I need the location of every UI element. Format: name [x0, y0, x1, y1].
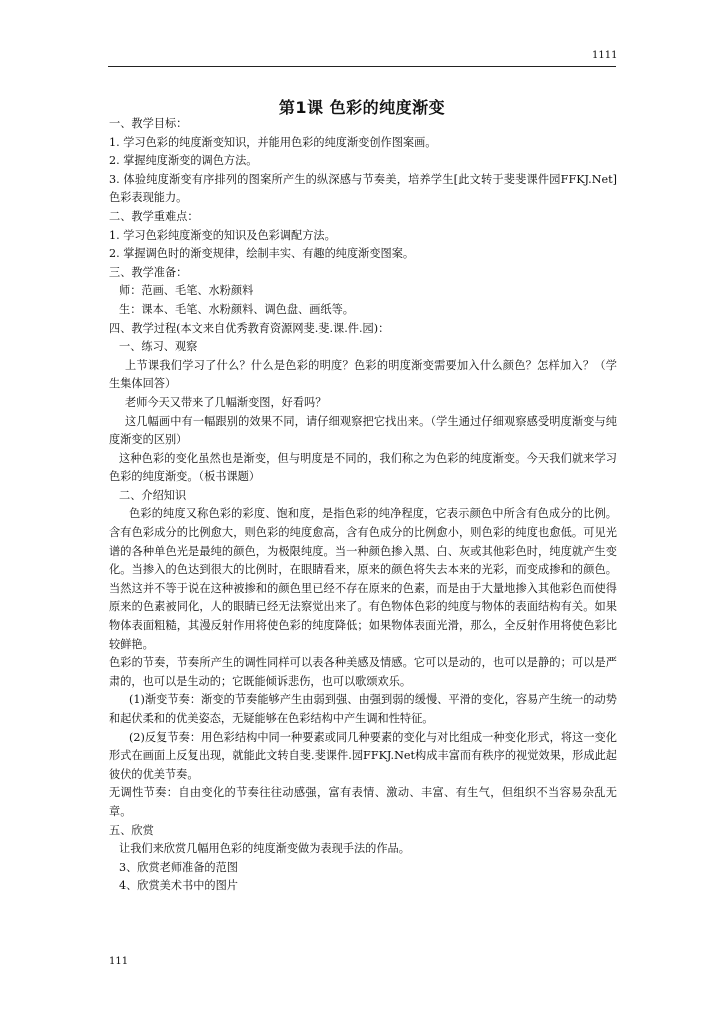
paragraph: (1)渐变节奏：渐变的节奏能够产生由弱到强、由强到弱的缓慢、平滑的变化，容易产生统一的动势和起伏柔和的优美姿态，无疑能够在色彩结构中产生调和性特征。: [109, 693, 617, 725]
appreciation-item: 3、欣赏老师准备的范图: [119, 860, 238, 874]
objective-item: 1. 学习色彩的纯度渐变知识，并能用色彩的纯度渐变创作图案画。: [109, 135, 437, 149]
subheading-knowledge: 二、介绍知识: [119, 488, 187, 502]
paragraph: 色彩的纯度又称色彩的彩度、饱和度，是指色彩的纯净程度，它表示颜色中所含有色成分的比例。含有色彩成分的比例愈大，则色彩的纯度愈高，含有色成分的比例愈小，则色彩的纯度也愈低。可见光谱的各种单色光是最纯的颜色，为极限纯度。当一种颜色掺入黑、白、灰或其他彩色时，纯度就产生变化。当掺入的色达到很大的比例时，在眼睛看来，原来的颜色将失去本来的光彩，而变成掺和的颜色。当然这并不等于说在这种被掺和的颜色里已经不存在原来的色素，而是由于大量地掺入其他彩色而使得原来的色素被同化，人的眼睛已经无法察觉出来了。有色物体色彩的纯度与物体的表面结构有关。如果物体表面粗糙，其漫反射作用将使色彩的纯度降低；如果物体表面光滑，那么，全反射作用将使色彩比较鲜艳。: [109, 507, 617, 651]
header-divider: [108, 66, 616, 67]
document-title: 第1课 色彩的纯度渐变: [278, 98, 446, 117]
footer-page-number: 111: [109, 956, 129, 967]
section-heading-key-points: 二、教学重难点：: [109, 209, 199, 223]
objective-item: 3. 体验纯度渐变有序排列的图案所产生的纵深感与节奏美，培养学生[此文转于斐斐课件园FFKJ.Net]色彩表现能力。: [109, 172, 617, 205]
objective-item: 2. 掌握纯度渐变的调色方法。: [109, 154, 258, 168]
paragraph: 老师今天又带来了几幅渐变图，好看吗？: [125, 395, 327, 409]
appreciation-item: 4、欣赏美术书中的图片: [119, 879, 238, 893]
key-point-item: 2. 掌握调色时的渐变规律，绘制丰实、有趣的纯度渐变图案。: [109, 247, 415, 261]
subheading-practice: 一、练习、观察: [119, 340, 198, 354]
section-heading-appreciation: 五、欣赏: [109, 823, 154, 837]
paragraph: 这几幅画中有一幅跟别的效果不同，请仔细观察把它找出来。（学生通过仔细观察感受明度渐变与纯度渐变的区别）: [109, 414, 617, 447]
paragraph: 上节课我们学习了什么？什么是色彩的明度？色彩的明度渐变需要加入什么颜色？怎样加入？（学生集体回答）: [109, 358, 617, 391]
paragraph: (2)反复节奏：用色彩结构中同一种要素或同几种要素的变化与对比组成一种变化形式，将这一变化形式在画面上反复出现，就能此文转自斐.斐课件.园FFKJ.Net构成丰富而有秩序的视觉效果，形成此起彼伏的优美节奏。: [109, 730, 617, 781]
preparation-student: 生：课本、毛笔、水粉颜料、调色盘、画纸等。: [119, 302, 354, 316]
section-heading-preparation: 三、教学准备：: [109, 265, 188, 279]
document-body: [109, 115, 617, 896]
header-page-number: 1111: [592, 50, 618, 61]
paragraph: 色彩的节奏，节奏所产生的调性同样可以表各种美感及情感。它可以是动的，也可以是静的；可以是严肃的，也可以是生动的；它既能倾诉悲伤，也可以歌颂欢乐。: [109, 656, 617, 688]
paragraph: 这种色彩的变化虽然也是渐变，但与明度是不同的，我们称之为色彩的纯度渐变。今天我们就来学习色彩的纯度渐变。（板书课题）: [109, 451, 617, 484]
paragraph: 无调性节奏：自由变化的节奏往往动感强，富有表情、激动、丰富、有生气，但组织不当容易杂乱无章。: [109, 786, 617, 818]
section-heading-objectives: 一、教学目标：: [109, 117, 188, 130]
key-point-item: 1. 学习色彩纯度渐变的知识及色彩调配方法。: [109, 228, 336, 242]
preparation-teacher: 师：范画、毛笔、水粉颜料: [119, 284, 254, 298]
section-heading-process: 四、教学过程(本文来自优秀教育资源网斐.斐.课.件.园)：: [109, 321, 390, 335]
paragraph: 让我们来欣赏几幅用色彩的纯度渐变做为表现手法的作品。: [119, 842, 410, 856]
